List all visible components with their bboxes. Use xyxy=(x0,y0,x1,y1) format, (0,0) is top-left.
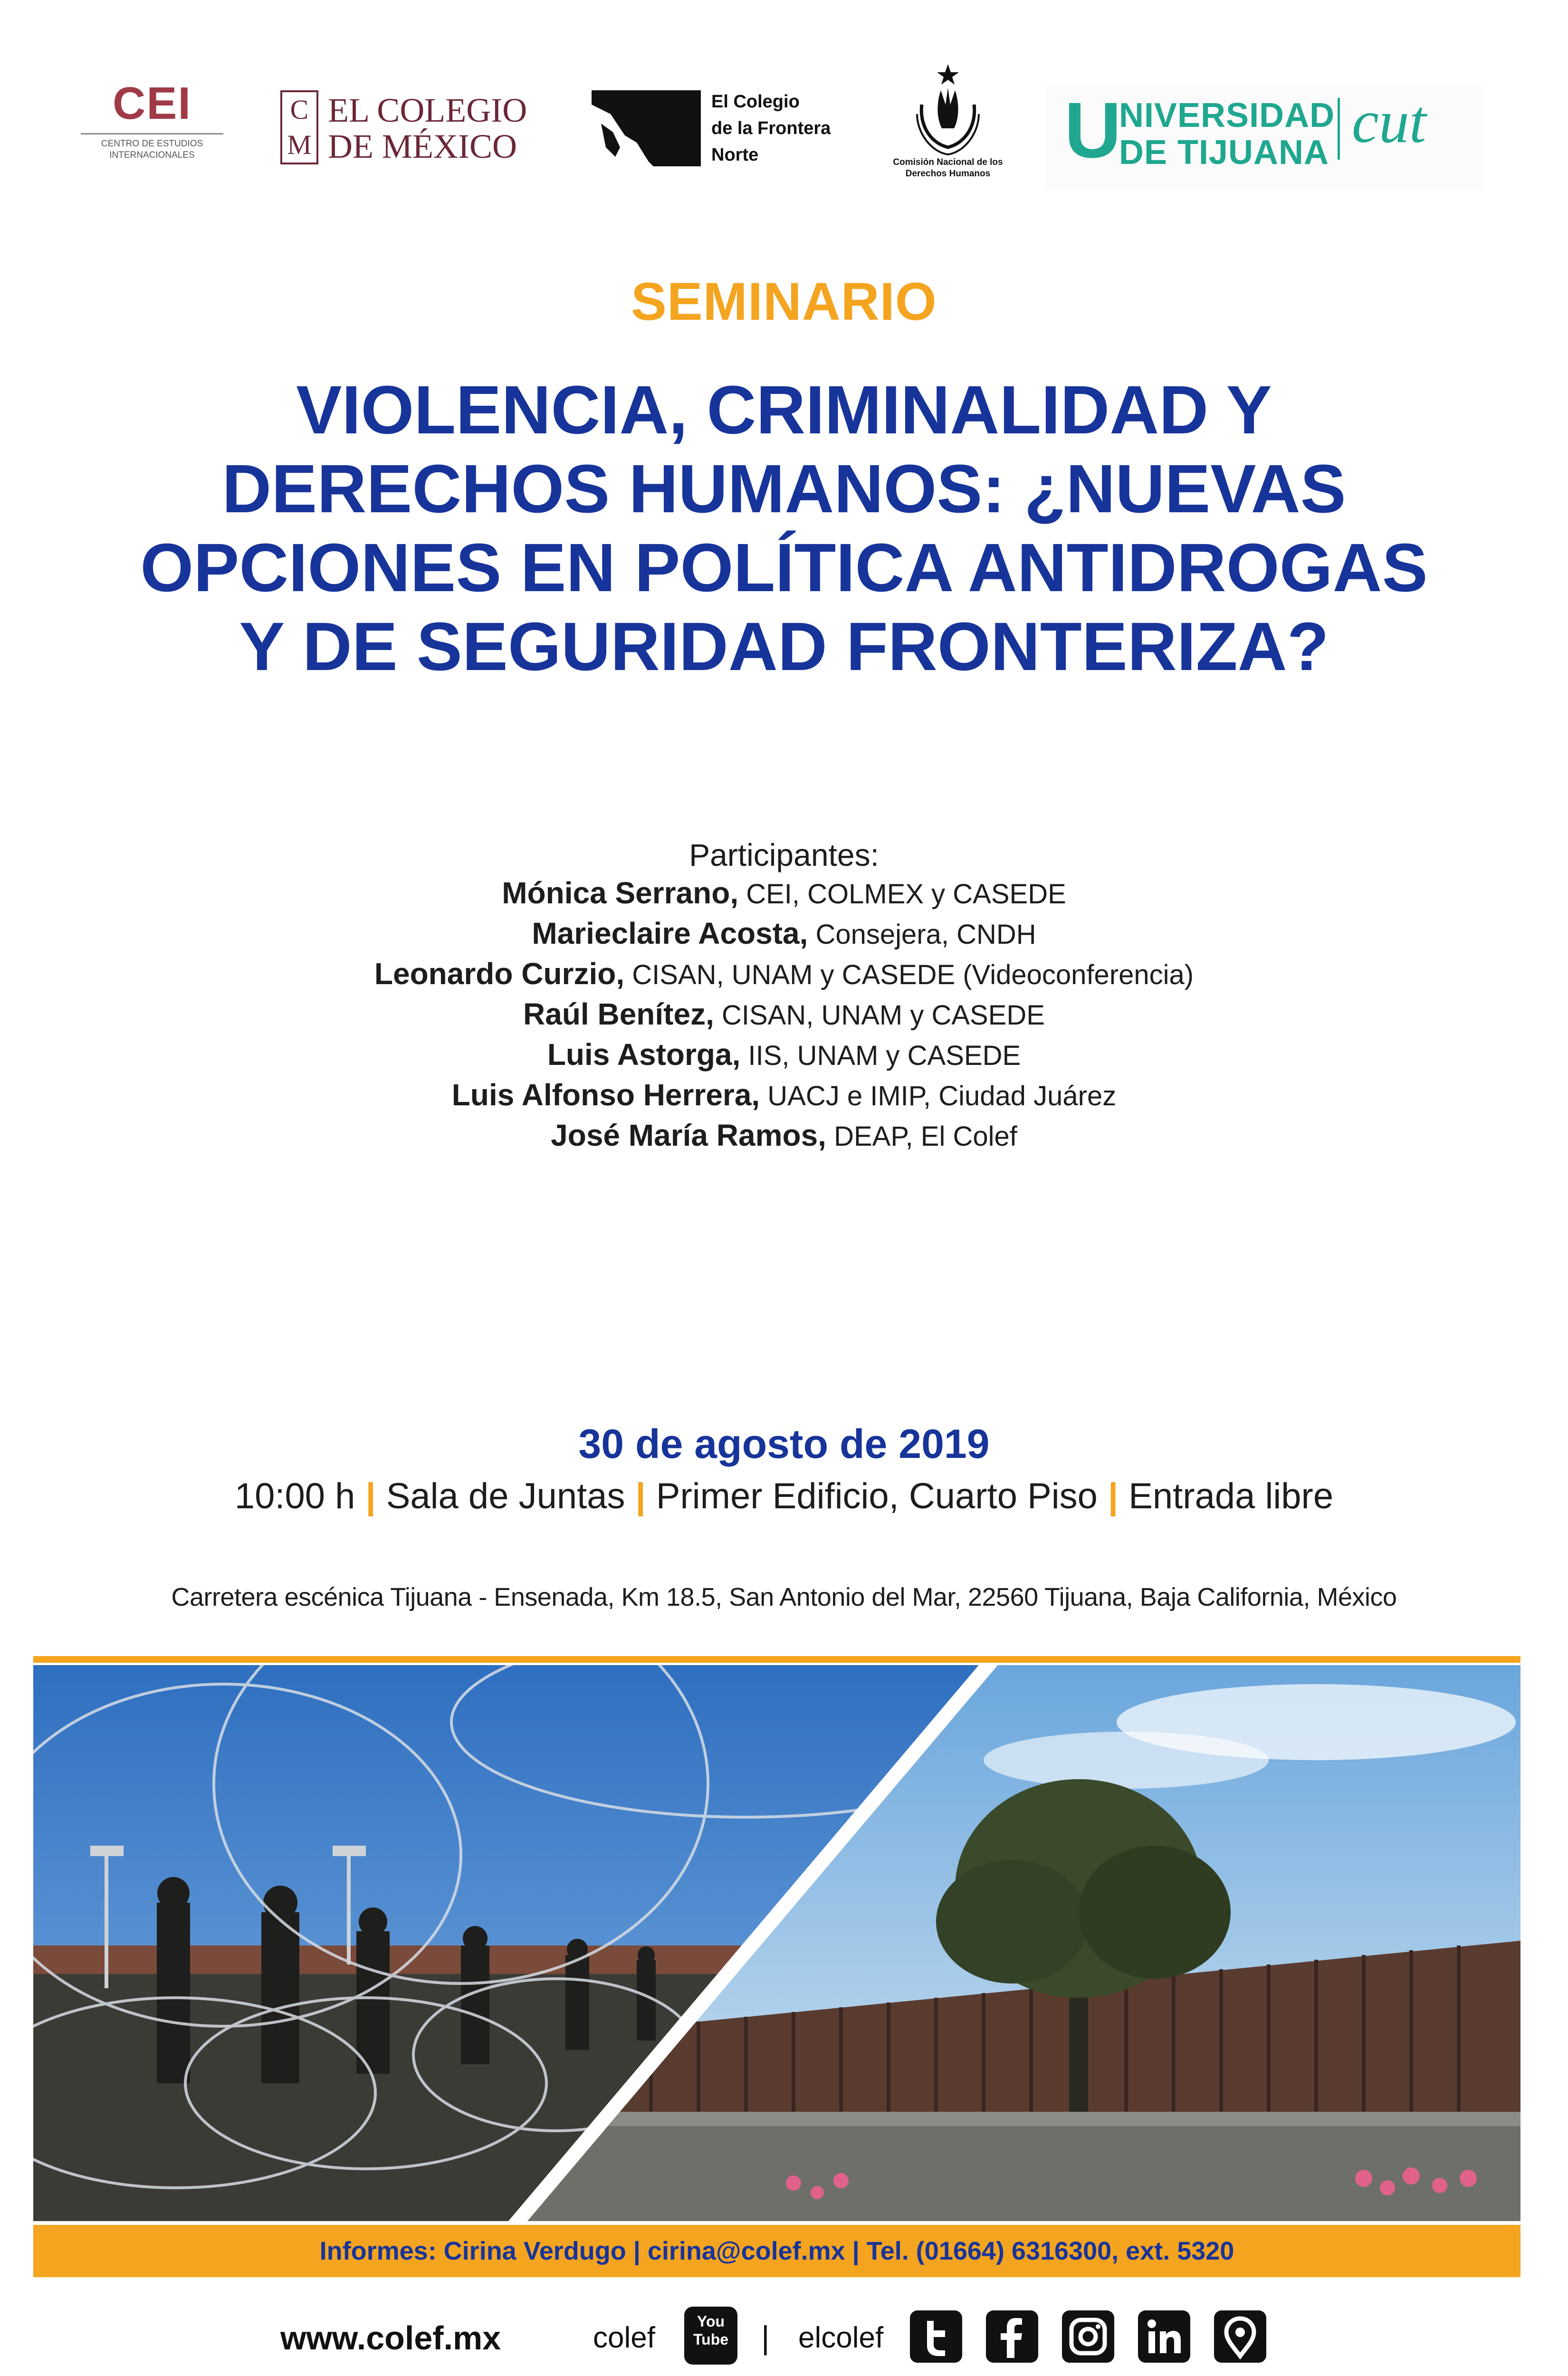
seminar-kicker: SEMINARIO xyxy=(631,272,937,331)
cei-logo-line2: INTERNACIONALES xyxy=(109,150,195,160)
youtube-handle: colef xyxy=(593,2321,655,2354)
title-line: VIOLENCIA, CRIMINALIDAD Y xyxy=(296,372,1272,448)
participant-row xyxy=(0,954,1568,995)
title-line: DERECHOS HUMANOS: ¿NUEVAS xyxy=(222,450,1346,527)
colef-logo-line1: El Colegio xyxy=(711,92,800,112)
linkedin-icon[interactable] xyxy=(1138,2310,1190,2363)
participant-name: Marieclaire Acosta, xyxy=(532,916,808,950)
instagram-icon[interactable] xyxy=(1062,2310,1114,2363)
cei-logo xyxy=(81,78,223,176)
cndh-logo-line2: Derechos Humanos xyxy=(905,169,991,179)
participant-affiliation: UACJ e IMIP, Ciudad Juárez xyxy=(760,1081,1117,1111)
twitter-icon[interactable] xyxy=(910,2310,962,2363)
title-line: Y DE SEGURIDAD FRONTERIZA? xyxy=(239,608,1329,685)
colmex-monogram xyxy=(280,90,318,164)
cndh-logo-line1: Comisión Nacional de los xyxy=(893,157,1003,167)
participant-name: Leonardo Curzio, xyxy=(374,957,625,991)
udt-logo-cut: cut xyxy=(1352,88,1426,155)
participant-row xyxy=(0,914,1568,954)
border-photo xyxy=(33,1665,1520,2221)
seminar-title xyxy=(67,371,1501,686)
participant-affiliation: CISAN, UNAM y CASEDE xyxy=(714,1000,1045,1031)
participant-affiliation: Consejera, CNDH xyxy=(808,919,1036,950)
facebook-icon[interactable] xyxy=(986,2310,1038,2363)
social-handle: elcolef xyxy=(798,2321,884,2354)
contact-bar: Informes: Cirina Verdugo | cirina@colef.mx | Tel. (01664) 6316300, ext. 5320 xyxy=(33,2225,1520,2277)
colef-logo-line3: Norte xyxy=(711,145,759,165)
participant-affiliation: DEAP, El Colef xyxy=(826,1121,1017,1152)
event-entry: Entrada libre xyxy=(1128,1476,1334,1516)
event-date: 30 de agosto de 2019 xyxy=(578,1421,990,1467)
photo-top-rule xyxy=(33,1656,1520,1663)
event-room: Sala de Juntas xyxy=(386,1476,625,1516)
participant-row xyxy=(0,1035,1568,1075)
cndh-logo xyxy=(874,62,1022,185)
detail-separator: | xyxy=(365,1476,376,1516)
participant-row xyxy=(0,1116,1568,1156)
location-icon[interactable] xyxy=(1214,2310,1266,2363)
participant-affiliation: IIS, UNAM y CASEDE xyxy=(740,1040,1021,1071)
youtube-icon[interactable] xyxy=(684,2307,737,2365)
udt-logo-line2: DE TIJUANA xyxy=(1119,134,1329,172)
participant-row xyxy=(0,873,1568,914)
participant-name: Mónica Serrano, xyxy=(502,876,739,910)
participants-list xyxy=(0,836,1568,1156)
detail-separator: | xyxy=(1108,1476,1119,1516)
participant-name: Luis Astorga, xyxy=(547,1037,741,1072)
udt-logo xyxy=(1045,86,1482,190)
youtube-icon-top: You xyxy=(697,2313,725,2330)
event-time: 10:00 h xyxy=(234,1476,355,1516)
footer-separator: | xyxy=(761,2319,770,2356)
participant-row xyxy=(0,1075,1568,1116)
footer xyxy=(0,2300,1568,2376)
udt-logo-line1: NIVERSIDAD xyxy=(1119,96,1335,134)
cei-logo-rule xyxy=(81,133,223,134)
detail-separator: | xyxy=(635,1476,646,1516)
website-link[interactable]: www.colef.mx xyxy=(280,2319,501,2357)
colef-logo xyxy=(592,86,829,171)
title-line: OPCIONES EN POLÍTICA ANTIDROGAS xyxy=(140,529,1428,606)
participant-name: Luis Alfonso Herrera, xyxy=(451,1078,760,1112)
event-address: Carretera escénica Tijuana - Ensenada, Km 18.5, San Antonio del Mar, 22560 Tijuana, Baja California, México xyxy=(171,1583,1397,1611)
colmex-monogram-bottom: M xyxy=(287,129,312,160)
event-building: Primer Edificio, Cuarto Piso xyxy=(656,1476,1098,1516)
participant-name: José María Ramos, xyxy=(551,1118,826,1152)
colef-map-icon xyxy=(592,90,701,166)
cei-logo-abbr: CEI xyxy=(112,78,192,129)
event-details xyxy=(0,1475,1568,1517)
youtube-icon-bottom: Tube xyxy=(693,2331,729,2348)
participants-heading: Participantes: xyxy=(689,837,879,872)
colmex-logo-line2: DE MÉXICO xyxy=(328,127,517,165)
cndh-emblem-icon xyxy=(903,62,993,157)
participant-affiliation: CISAN, UNAM y CASEDE (Videoconferencia) xyxy=(624,959,1194,990)
colmex-logo xyxy=(280,90,527,166)
colef-logo-line2: de la Frontera xyxy=(711,118,831,138)
participant-affiliation: CEI, COLMEX y CASEDE xyxy=(738,879,1066,910)
colmex-monogram-top: C xyxy=(290,94,309,125)
participant-row xyxy=(0,995,1568,1035)
colmex-logo-line1: EL COLEGIO xyxy=(328,91,527,129)
participant-name: Raúl Benítez, xyxy=(523,997,714,1031)
udt-logo-u: U xyxy=(1064,86,1121,174)
udt-logo-divider xyxy=(1338,98,1340,160)
cei-logo-line1: CENTRO DE ESTUDIOS xyxy=(101,139,203,149)
